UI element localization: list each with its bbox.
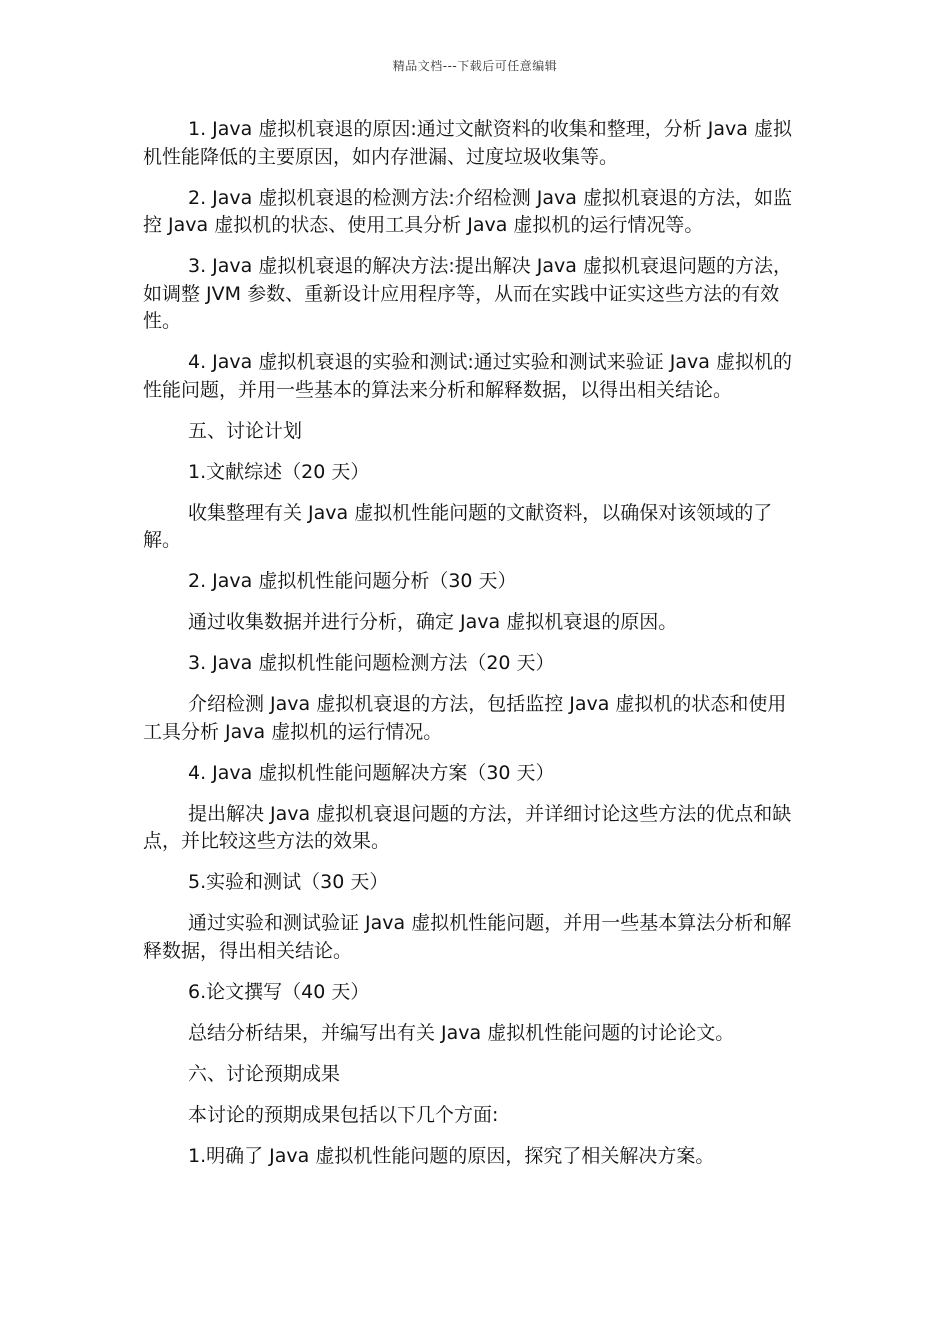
paragraph-experiment: 4. Java 虚拟机衰退的实验和测试:通过实验和测试来验证 Java 虚拟机的性能问题，并用一些基本的算法来分析和解释数据，以得出相关结论。 bbox=[143, 351, 792, 401]
paragraph-detection: 2. Java 虚拟机衰退的检测方法:介绍检测 Java 虚拟机衰退的方法，如监控 Java 虚拟机的状态、使用工具分析 Java 虚拟机的运行情况等。 bbox=[143, 186, 792, 236]
paragraph-solution: 3. Java 虚拟机衰退的解决方法:提出解决 Java 虚拟机衰退问题的方法，如调整 JVM 参数、重新设计应用程序等，从而在实践中证实这些方法的有效性。 bbox=[143, 255, 792, 332]
plan-item-literature-review: 1.文献综述（20 天） bbox=[188, 460, 370, 483]
outcomes-intro: 本讨论的预期成果包括以下几个方面: bbox=[188, 1103, 499, 1126]
plan-item-experiment: 5.实验和测试（30 天） bbox=[188, 871, 389, 893]
plan-item-solution: 4. Java 虚拟机性能问题解决方案（30 天） bbox=[188, 761, 555, 784]
outcome-item-1: 1.明确了 Java 虚拟机性能问题的原因，探究了相关解决方案。 bbox=[188, 1144, 715, 1167]
page-header: 精品文档---下载后可任意编辑 bbox=[392, 59, 558, 73]
plan-item-writing: 6.论文撰写（40 天） bbox=[188, 980, 370, 1003]
plan-item-detection: 3. Java 虚拟机性能问题检测方法（20 天） bbox=[188, 652, 555, 674]
paragraph-cause: 1. Java 虚拟机衰退的原因:通过文献资料的收集和整理，分析 Java 虚拟机性能降低的主要原因，如内存泄漏、过度垃圾收集等。 bbox=[143, 118, 792, 168]
plan-item-analysis-desc: 通过收集数据并进行分析，确定 Java 虚拟机衰退的原因。 bbox=[188, 611, 678, 633]
plan-item-literature-review-desc: 收集整理有关 Java 虚拟机性能问题的文献资料，以确保对该领域的了解。 bbox=[143, 501, 773, 551]
section-heading-plan: 五、讨论计划 bbox=[188, 419, 303, 442]
plan-item-analysis: 2. Java 虚拟机性能问题分析（30 天） bbox=[188, 570, 517, 592]
section-heading-outcomes: 六、讨论预期成果 bbox=[188, 1062, 341, 1085]
plan-item-writing-desc: 总结分析结果，并编写出有关 Java 虚拟机性能问题的讨论论文。 bbox=[188, 1021, 735, 1044]
plan-item-solution-desc: 提出解决 Java 虚拟机衰退问题的方法，并详细讨论这些方法的优点和缺点，并比较这些方法的效果。 bbox=[143, 802, 792, 852]
plan-item-experiment-desc: 通过实验和测试验证 Java 虚拟机性能问题，并用一些基本算法分析和解释数据，得出相关结论。 bbox=[143, 912, 792, 962]
document-body bbox=[143, 116, 805, 1184]
plan-item-detection-desc: 介绍检测 Java 虚拟机衰退的方法，包括监控 Java 虚拟机的状态和使用工具分析 Java 虚拟机的运行情况。 bbox=[143, 693, 787, 743]
